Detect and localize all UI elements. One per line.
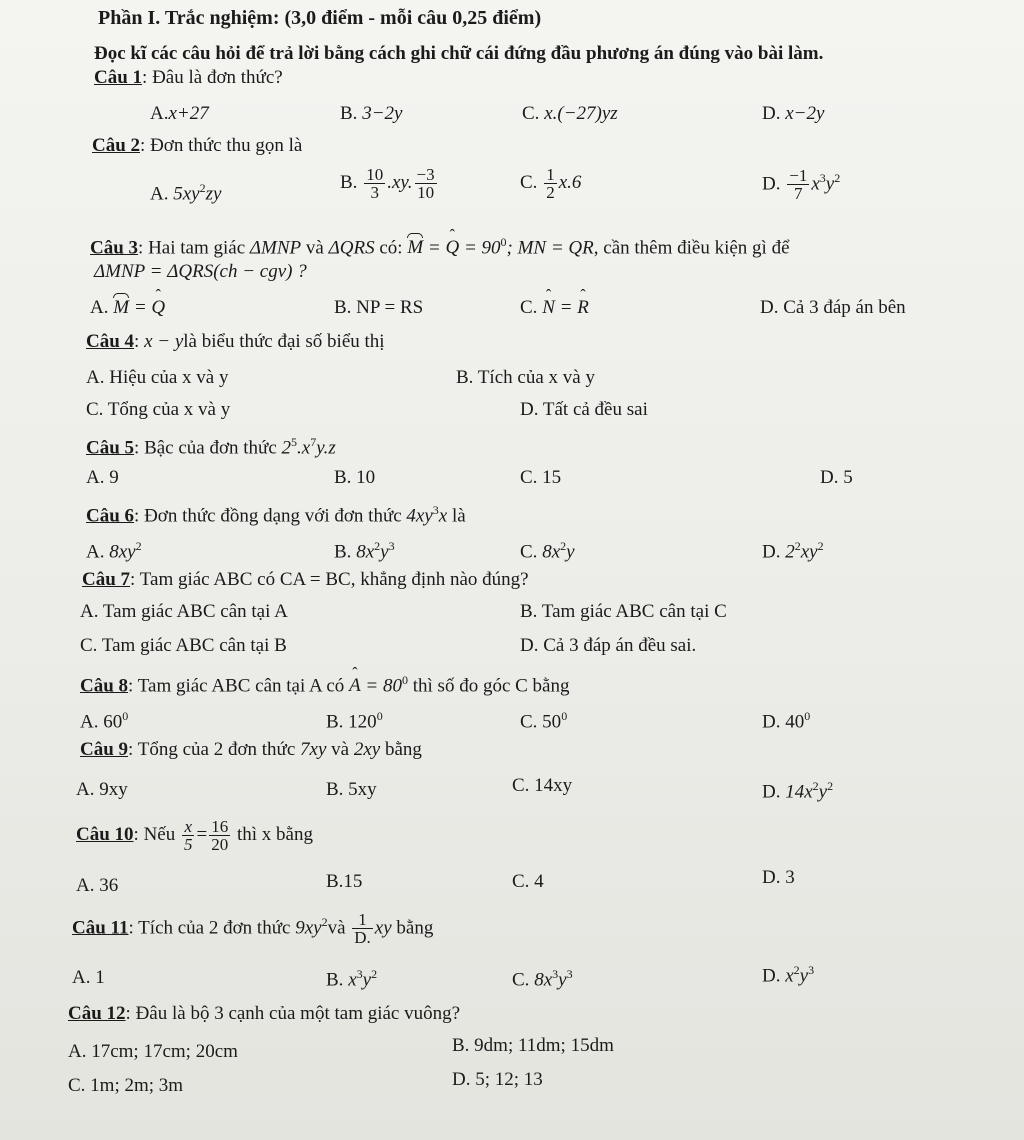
question-text: : — [134, 331, 145, 352]
numerator: −3 — [416, 165, 435, 184]
math-expr: 2xy — [353, 739, 381, 760]
question-label: Câu 4 — [86, 331, 135, 352]
numerator: −1 — [789, 166, 808, 186]
option-expr: y — [566, 541, 575, 563]
question-label: Câu 10 — [76, 823, 134, 845]
option-expr: zy — [205, 183, 222, 205]
q4-option-c: C. Tổng của x và y — [86, 399, 231, 420]
q2-option-a — [150, 176, 221, 206]
option-letter: A. — [90, 297, 109, 318]
exponent: 2 — [812, 779, 819, 793]
question-text: và — [326, 739, 354, 760]
option-expr: 8xy — [109, 541, 136, 563]
option-letter: C. — [520, 297, 538, 318]
option-expr: y — [380, 541, 389, 563]
exponent: 3 — [566, 967, 573, 981]
q9-option-c: C. 14xy — [512, 775, 573, 796]
math-expr: = — [129, 297, 152, 318]
math-expr: xy — [374, 917, 392, 939]
math-expr: x — [438, 505, 448, 527]
math-expr: = — [196, 823, 208, 845]
question-text: và — [327, 917, 346, 939]
section-title: Phần I. Trắc nghiệm: (3,0 điểm - mỗi câu 0,25 điểm) — [98, 7, 542, 29]
question-label: Câu 11 — [72, 917, 129, 939]
exponent: 2 — [135, 539, 142, 553]
exponent: 2 — [560, 539, 567, 553]
q3-option-a — [90, 296, 165, 320]
fraction — [544, 166, 557, 201]
math-expr: x − y — [144, 331, 184, 352]
math-expr: ; MN = QR — [506, 237, 594, 259]
q11-option-d — [762, 958, 814, 988]
option-expr: x.6 — [558, 171, 582, 193]
question-1 — [94, 66, 283, 90]
option-expr: x+27 — [168, 103, 209, 124]
math-expr: = — [423, 237, 446, 259]
option-expr: 5xy — [173, 183, 200, 205]
exponent: 2 — [793, 963, 800, 977]
q10-option-d: D. 3 — [762, 867, 795, 888]
question-9 — [80, 738, 422, 762]
question-text: bằng — [391, 917, 434, 939]
q4-option-b: B. Tích của x và y — [456, 367, 595, 388]
q8-option-c — [520, 704, 567, 734]
question-5 — [86, 430, 336, 460]
option-expr: 8x — [356, 541, 375, 563]
angle-symbol: ˆ N — [542, 296, 555, 320]
math-expr: ΔQRS — [328, 237, 375, 259]
option-letter: B. — [326, 969, 344, 991]
angle-symbol: ˆ A — [349, 674, 361, 698]
q7-option-d: D. Cả 3 đáp án đều sai. — [520, 635, 697, 656]
option-letter: D. — [762, 173, 781, 195]
question-text: là — [447, 505, 466, 527]
exponent: 2 — [817, 539, 824, 553]
option-text: C. 50 — [520, 711, 562, 733]
question-text: thì x bằng — [232, 823, 313, 845]
question-11 — [72, 910, 433, 946]
math-expr: 9xy — [295, 917, 322, 939]
option-expr: xy — [800, 541, 818, 563]
q9-option-a: A. 9xy — [76, 779, 128, 800]
q10-option-a: A. 36 — [76, 875, 119, 896]
question-text: có: — [374, 237, 408, 259]
question-label: Câu 1 — [94, 67, 143, 88]
option-expr: x — [348, 969, 357, 991]
option-letter: D. — [762, 541, 781, 563]
degree-mark: 0 — [122, 709, 129, 723]
option-expr: y — [558, 969, 567, 991]
math-expr: y.z — [316, 437, 336, 459]
q11-option-b — [326, 962, 377, 992]
question-text: thì số đo góc C bằng — [408, 675, 570, 697]
denominator: 20 — [211, 835, 229, 854]
question-label: Câu 7 — [82, 569, 131, 590]
question-7 — [82, 568, 529, 592]
question-text: : Tam giác ABC cân tại A có — [128, 675, 350, 697]
instruction: Đọc kĩ các câu hỏi để trả lời bằng cách ghi chữ cái đứng đầu phương án đúng vào bài làm. — [94, 43, 824, 64]
question-text: và — [301, 237, 329, 259]
math-expr: = 90 — [459, 237, 501, 259]
math-expr: 2 — [281, 437, 292, 459]
denominator: 5 — [183, 835, 193, 854]
option-expr: x — [811, 173, 820, 195]
q3-option-d: D. Cả 3 đáp án bên — [760, 297, 906, 318]
option-text: A. 60 — [80, 711, 123, 733]
question-text: : Đâu là bộ 3 cạnh của một tam giác vuông? — [125, 1003, 461, 1024]
option-letter: B. — [340, 103, 358, 124]
question-3 — [90, 230, 790, 260]
q6-option-b — [334, 534, 395, 564]
q10-option-c: C. 4 — [512, 871, 544, 892]
option-expr: y — [799, 965, 809, 987]
q12-option-c: C. 1m; 2m; 3m — [68, 1075, 184, 1096]
q12-option-b: B. 9dm; 11dm; 15dm — [452, 1035, 614, 1056]
q12-option-a: A. 17cm; 17cm; 20cm — [68, 1041, 238, 1062]
degree-mark: 0 — [500, 235, 507, 249]
q12-option-d: D. 5; 12; 13 — [452, 1069, 543, 1090]
question-text: : Đơn thức thu gọn là — [140, 135, 303, 156]
math-expr: = — [554, 297, 578, 318]
q3-option-b: B. NP = RS — [334, 297, 424, 318]
degree-mark: 0 — [402, 673, 408, 687]
question-10 — [76, 818, 313, 853]
q3-option-c — [520, 296, 589, 320]
denominator: 10 — [417, 183, 435, 202]
q3-line-2: ΔMNP = ΔQRS(ch − cgv) ? — [94, 261, 307, 282]
q6-option-d — [762, 534, 824, 564]
option-expr: 8x — [542, 541, 561, 563]
angle-symbol: M — [113, 297, 130, 318]
degree-mark: 0 — [561, 709, 568, 723]
math-expr: .x — [297, 437, 311, 459]
exponent: 3 — [432, 503, 439, 517]
option-expr: .xy. — [387, 171, 413, 193]
exponent: 2 — [827, 779, 834, 793]
fraction — [787, 167, 809, 202]
question-text: , cần thêm điều kiện gì để — [593, 237, 790, 259]
option-letter: C. — [520, 541, 538, 563]
option-text: B. 120 — [326, 711, 377, 733]
question-6 — [86, 498, 466, 528]
question-2 — [92, 134, 302, 158]
exponent: 3 — [808, 963, 815, 977]
q11-option-a: A. 1 — [72, 967, 105, 988]
option-text: D. 40 — [762, 711, 805, 733]
angle-symbol: ˆ Q — [445, 236, 459, 260]
q8-option-b — [326, 704, 383, 734]
option-expr: 3−2y — [362, 103, 403, 124]
question-label: Câu 12 — [68, 1003, 126, 1024]
exponent: 2 — [834, 171, 841, 185]
fraction — [352, 911, 373, 946]
option-expr: x — [785, 965, 794, 987]
question-text: : Tổng của 2 đơn thức — [128, 739, 301, 760]
math-expr: 7xy — [300, 739, 327, 760]
q6-option-a — [86, 534, 142, 564]
q7-option-a: A. Tam giác ABC cân tại A — [80, 601, 288, 622]
q1-option-a — [150, 102, 209, 126]
option-expr: y — [362, 969, 372, 991]
q5-option-c: C. 15 — [520, 467, 562, 488]
exponent: 3 — [388, 539, 395, 553]
question-text: : Hai tam giác — [138, 237, 250, 259]
q8-option-a — [80, 704, 128, 734]
question-4 — [86, 330, 385, 354]
q2-option-b — [340, 166, 439, 201]
degree-mark: 0 — [376, 709, 383, 723]
angle-symbol: ˆ R — [577, 296, 589, 320]
numerator: x — [182, 818, 195, 836]
exponent: 2 — [374, 539, 381, 553]
numerator: 1 — [546, 165, 555, 184]
question-12 — [68, 1002, 460, 1026]
q4-option-a: A. Hiệu của x và y — [86, 367, 229, 388]
option-expr: y — [818, 781, 828, 803]
exponent: 3 — [552, 967, 559, 981]
q2-option-d — [762, 166, 840, 202]
question-text: : Tích của 2 đơn thức — [128, 917, 296, 939]
option-letter: A. — [86, 541, 105, 563]
angle-symbol: M — [407, 237, 424, 259]
question-label: Câu 9 — [80, 739, 129, 760]
exponent: 2 — [794, 539, 801, 553]
question-text: : Bậc của đơn thức — [134, 437, 282, 459]
question-text: : Tam giác ABC có CA = BC, khẳng định nào đúng? — [130, 569, 529, 590]
angle-symbol: ˆ Q — [151, 296, 165, 320]
question-text: : Nếu — [133, 823, 180, 845]
question-text: là biểu thức đại số biểu thị — [183, 331, 385, 352]
option-letter: D. — [762, 965, 781, 987]
denominator: 3 — [370, 183, 379, 202]
question-label: Câu 3 — [90, 237, 139, 259]
q10-option-b: B.15 — [326, 871, 363, 892]
question-label: Câu 5 — [86, 437, 135, 459]
question-text: : Đâu là đơn thức? — [142, 67, 283, 88]
q5-option-d: D. 5 — [820, 467, 853, 488]
q7-option-c: C. Tam giác ABC cân tại B — [80, 635, 287, 656]
q9-option-b: B. 5xy — [326, 779, 377, 800]
q1-option-c — [522, 102, 618, 126]
q4-option-d: D. Tất cả đều sai — [520, 399, 648, 420]
q7-option-b: B. Tam giác ABC cân tại C — [520, 601, 727, 622]
option-letter: D. — [762, 781, 781, 803]
fraction — [182, 818, 195, 853]
math-expr: 4xy — [406, 505, 433, 527]
denominator: D. — [354, 928, 371, 948]
q5-option-b: B. 10 — [334, 467, 376, 488]
q2-option-c — [520, 166, 581, 201]
numerator: 10 — [366, 165, 384, 184]
exponent: 2 — [371, 967, 378, 981]
exponent: 2 — [321, 915, 328, 929]
option-letter: C. — [520, 171, 538, 193]
option-expr: 2 — [785, 541, 795, 563]
q11-option-c — [512, 962, 573, 992]
math-expr: ΔMNP — [249, 237, 302, 259]
numerator: 16 — [211, 817, 229, 836]
exponent: 2 — [199, 181, 206, 195]
question-label: Câu 2 — [92, 135, 141, 156]
option-letter: B. — [340, 171, 358, 193]
fraction — [209, 818, 230, 853]
option-letter: D. — [762, 103, 781, 124]
question-8 — [80, 668, 570, 698]
question-text: : Đơn thức đồng dạng với đơn thức — [134, 505, 407, 527]
q9-option-d — [762, 774, 833, 804]
option-letter: B. — [334, 541, 352, 563]
option-expr: 8x — [534, 969, 553, 991]
option-expr: x.(−27)yz — [544, 103, 618, 124]
fraction — [415, 166, 437, 201]
denominator: 2 — [546, 183, 555, 202]
denominator: 7 — [794, 184, 803, 204]
option-letter: A. — [150, 183, 169, 205]
option-letter: C. — [512, 969, 530, 991]
option-letter: C. — [522, 103, 540, 124]
q6-option-c — [520, 534, 575, 564]
question-label: Câu 6 — [86, 505, 135, 527]
q5-option-a: A. 9 — [86, 467, 119, 488]
question-text: bằng — [380, 739, 422, 760]
option-letter: A. — [150, 103, 169, 124]
option-expr: x−2y — [785, 103, 825, 124]
option-expr: 14x — [785, 781, 813, 803]
fraction — [364, 166, 385, 201]
exponent: 7 — [310, 435, 317, 449]
option-expr: y — [825, 173, 835, 195]
question-label: Câu 8 — [80, 675, 129, 697]
q8-option-d — [762, 704, 810, 734]
numerator: 1 — [352, 911, 373, 929]
degree-mark: 0 — [804, 709, 811, 723]
exponent: 5 — [291, 435, 298, 449]
exponent: 3 — [819, 171, 826, 185]
q1-option-d — [762, 102, 824, 126]
q1-option-b — [340, 102, 402, 126]
math-expr: = 80 — [360, 675, 402, 697]
exponent: 3 — [356, 967, 363, 981]
